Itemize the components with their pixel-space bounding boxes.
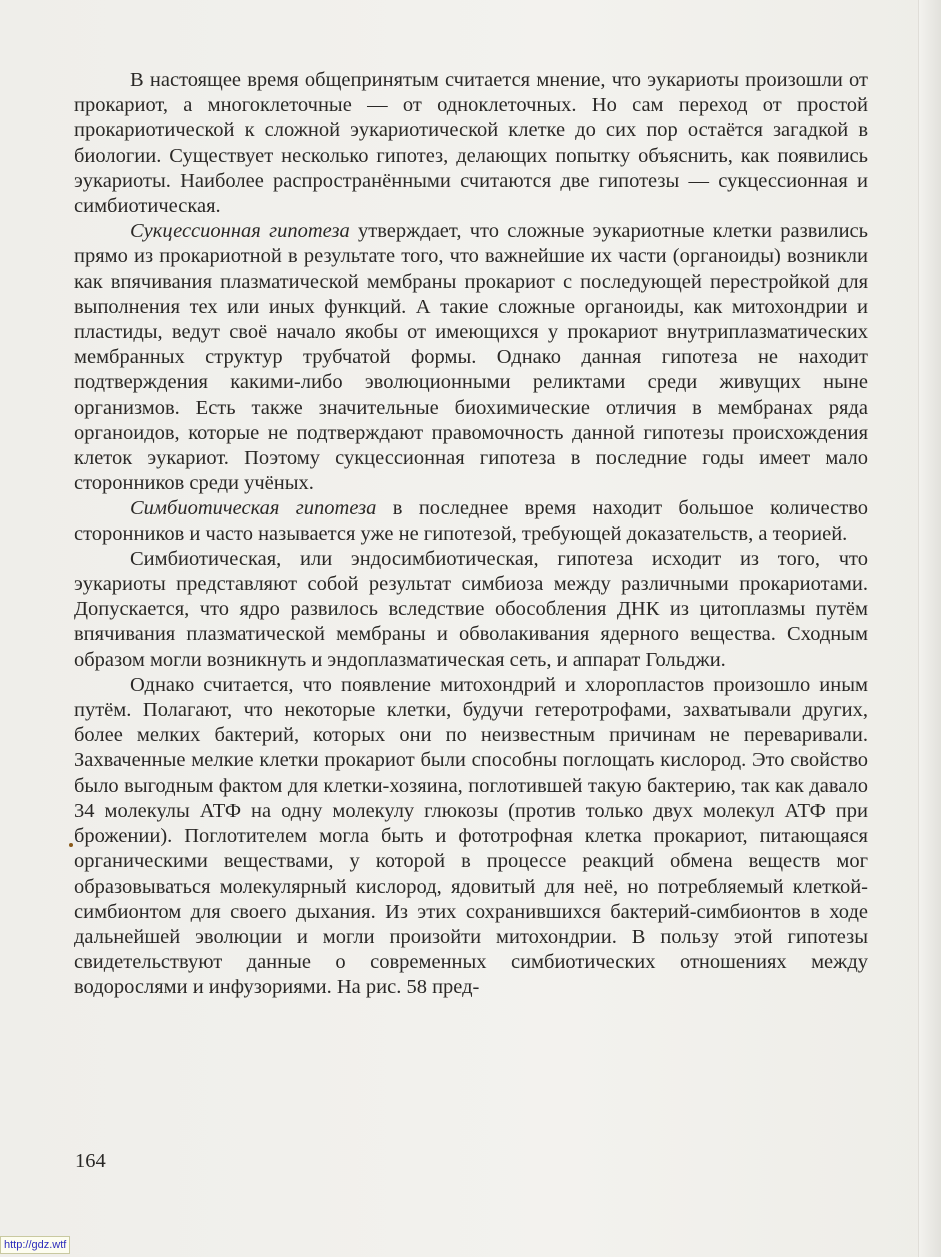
paragraph-text: Однако считается, что появление митохондрий и хлоропластов произошло иным путём. Полагают, что некоторые клетки, будучи гетеротрофами, захватывали других, более мелких бактерий, которых они по неизвестным причинам не переваривали. Захваченные мелкие клетки прокариот были способны поглощать кислород. Это свойство было выгодным фактом для клетки-хозяина, поглотившей такую бактерию, так как давало 34 молекулы АТФ на одну молекулу глюкозы (против только двух молекул АТФ при брожении). Поглотителем могла быть и фототрофная клетка прокариот, питающаяся органическими веществами, у которой в процессе реакций обмена веществ мог образовываться молекулярный кислород, ядовитый для неё, но потребляемый клеткой-симбионтом для своего дыхания. Из этих сохранившихся бактерий-симбионтов в ходе дальнейшей эволюции и могли произойти митохондрии. В пользу этой гипотезы свидетельствуют данные о современных симбиотических отношениях между водорослями и инфузориями. На рис. 58 пред-	[74, 673, 868, 999]
italic-term: Сукцессионная гипотеза	[130, 220, 350, 243]
paragraph-text: В настоящее время общепринятым считается мнение, что эукариоты произошли от прокариот, а многоклеточные — от одноклеточных. Но сам переход от простой прокариотической к сложной эукариотической клетке до сих пор остаётся загадкой в биологии. Существует несколько гипотез, делающих попытку объяснить, как появились эукариоты. Наиболее распространёнными считаются две гипотезы — сукцессионная и симбиотическая.	[74, 69, 868, 218]
paragraph	[74, 496, 868, 546]
paragraph-text: в последнее время находит большое количество сторонников и часто называется уже не гипотезой, требующей доказательств, а теорией.	[74, 497, 868, 545]
paragraph-text: Симбиотическая, или эндосимбиотическая, гипотеза исходит из того, что эукариоты представляют собой результат симбиоза между различными прокариотами. Допускается, что ядро развилось вследствие обособления ДНК из цитоплазмы путём впячивания плазматической мембраны и обволакивания ядерного вещества. Сходным образом могли возникнуть и эндоплазматическая сеть, и аппарат Гольджи.	[74, 547, 868, 671]
paragraph	[74, 68, 868, 219]
paragraph	[74, 547, 868, 673]
paragraph	[74, 673, 868, 1001]
paragraph-text: утверждает, что сложные эукариотные клетки развились прямо из прокариотной в результате того, что важнейшие их части (органоиды) возникли как впячивания плазматической мембраны прокариот с последующей перестройкой для выполнения тех или иных функций. А такие сложные органоиды, как митохондрии и пластиды, ведут своё начало якобы от имеющихся у прокариот внутриплазматических мембранных структур трубчатой формы. Однако данная гипотеза не находит подтверждения какими-либо эволюционными реликтами среди живущих ныне организмов. Есть также значительные биохимические отличия в мембранах ряда органоидов, которые не подтверждают правомочность данной гипотезы происхождения клеток эукариот. Поэтому сукцессионная гипотеза в последние годы имеет мало сторонников среди учёных.	[74, 220, 868, 495]
paragraph	[74, 219, 868, 496]
page-number: 164	[75, 1150, 106, 1172]
body-text	[74, 68, 868, 1001]
page-edge-shadow	[918, 0, 941, 1257]
italic-term: Симбиотическая гипотеза	[130, 497, 377, 520]
ink-speck	[69, 843, 73, 847]
watermark-url[interactable]: http://gdz.wtf	[0, 1236, 70, 1254]
